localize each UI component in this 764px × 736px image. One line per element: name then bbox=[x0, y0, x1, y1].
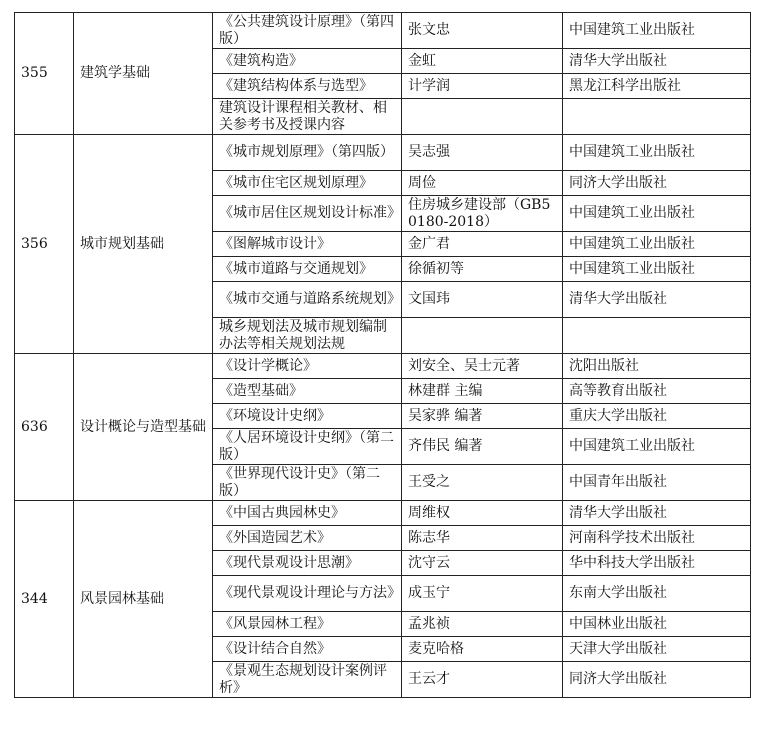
author-cell: 吴志强 bbox=[402, 135, 563, 171]
author-cell: 徐循初等 bbox=[402, 257, 563, 282]
course-name-cell: 城市规划基础 bbox=[74, 135, 213, 354]
publisher-cell: 沈阳出版社 bbox=[563, 354, 751, 379]
publisher-cell: 东南大学出版社 bbox=[563, 576, 751, 612]
book-title-cell: 《城市规划原理》（第四版） bbox=[213, 135, 402, 171]
author-cell: 王受之 bbox=[402, 465, 563, 501]
publisher-cell: 同济大学出版社 bbox=[563, 171, 751, 196]
publisher-cell: 河南科学技术出版社 bbox=[563, 526, 751, 551]
author-cell: 张文忠 bbox=[402, 13, 563, 49]
book-title-cell: 城乡规划法及城市规划编制办法等相关规划法规 bbox=[213, 318, 402, 354]
book-title-cell: 《中国古典园林史》 bbox=[213, 501, 402, 526]
author-cell: 麦克哈格 bbox=[402, 637, 563, 662]
author-cell bbox=[402, 99, 563, 135]
author-cell: 吴家骅 编著 bbox=[402, 404, 563, 429]
author-cell: 住房城乡建设部（GB50180-2018） bbox=[402, 196, 563, 232]
publisher-cell: 华中科技大学出版社 bbox=[563, 551, 751, 576]
book-title-cell: 《建筑构造》 bbox=[213, 49, 402, 74]
course-code-cell: 355 bbox=[15, 13, 74, 135]
book-title-cell: 《现代景观设计思潮》 bbox=[213, 551, 402, 576]
publisher-cell: 中国建筑工业出版社 bbox=[563, 232, 751, 257]
publisher-cell: 中国林业出版社 bbox=[563, 612, 751, 637]
reference-book-table bbox=[14, 12, 751, 698]
publisher-cell: 中国青年出版社 bbox=[563, 465, 751, 501]
author-cell: 陈志华 bbox=[402, 526, 563, 551]
author-cell: 齐伟民 编著 bbox=[402, 429, 563, 465]
author-cell: 成玉宁 bbox=[402, 576, 563, 612]
publisher-cell bbox=[563, 99, 751, 135]
author-cell bbox=[402, 318, 563, 354]
book-title-cell: 《城市住宅区规划原理》 bbox=[213, 171, 402, 196]
author-cell: 周俭 bbox=[402, 171, 563, 196]
book-title-cell: 《现代景观设计理论与方法》 bbox=[213, 576, 402, 612]
book-title-cell: 《城市道路与交通规划》 bbox=[213, 257, 402, 282]
course-name-cell: 风景园林基础 bbox=[74, 501, 213, 698]
book-title-cell: 《设计结合自然》 bbox=[213, 637, 402, 662]
author-cell: 文国玮 bbox=[402, 282, 563, 318]
course-name-cell: 设计概论与造型基础 bbox=[74, 354, 213, 501]
author-cell: 孟兆祯 bbox=[402, 612, 563, 637]
author-cell: 王云才 bbox=[402, 662, 563, 698]
course-name-cell: 建筑学基础 bbox=[74, 13, 213, 135]
book-title-cell: 《世界现代设计史》（第二版） bbox=[213, 465, 402, 501]
author-cell: 周维权 bbox=[402, 501, 563, 526]
book-title-cell: 《外国造园艺术》 bbox=[213, 526, 402, 551]
author-cell: 金虹 bbox=[402, 49, 563, 74]
author-cell: 沈守云 bbox=[402, 551, 563, 576]
book-title-cell: 《造型基础》 bbox=[213, 379, 402, 404]
publisher-cell: 清华大学出版社 bbox=[563, 501, 751, 526]
author-cell: 计学润 bbox=[402, 74, 563, 99]
author-cell: 金广君 bbox=[402, 232, 563, 257]
book-title-cell: 《城市居住区规划设计标准》 bbox=[213, 196, 402, 232]
publisher-cell: 同济大学出版社 bbox=[563, 662, 751, 698]
publisher-cell: 清华大学出版社 bbox=[563, 282, 751, 318]
publisher-cell: 中国建筑工业出版社 bbox=[563, 13, 751, 49]
book-title-cell: 建筑设计课程相关教材、相关参考书及授课内容 bbox=[213, 99, 402, 135]
table-row bbox=[15, 354, 751, 379]
publisher-cell: 中国建筑工业出版社 bbox=[563, 196, 751, 232]
publisher-cell: 重庆大学出版社 bbox=[563, 404, 751, 429]
book-title-cell: 《图解城市设计》 bbox=[213, 232, 402, 257]
publisher-cell: 清华大学出版社 bbox=[563, 49, 751, 74]
book-title-cell: 《公共建筑设计原理》（第四版） bbox=[213, 13, 402, 49]
publisher-cell: 黑龙江科学出版社 bbox=[563, 74, 751, 99]
book-title-cell: 《城市交通与道路系统规划》 bbox=[213, 282, 402, 318]
publisher-cell: 中国建筑工业出版社 bbox=[563, 257, 751, 282]
book-title-cell: 《设计学概论》 bbox=[213, 354, 402, 379]
publisher-cell: 高等教育出版社 bbox=[563, 379, 751, 404]
book-title-cell: 《环境设计史纲》 bbox=[213, 404, 402, 429]
course-code-cell: 344 bbox=[15, 501, 74, 698]
author-cell: 刘安全、吴士元著 bbox=[402, 354, 563, 379]
book-title-cell: 《景观生态规划设计案例评析》 bbox=[213, 662, 402, 698]
table-row bbox=[15, 501, 751, 526]
publisher-cell: 中国建筑工业出版社 bbox=[563, 429, 751, 465]
book-title-cell: 《人居环境设计史纲》（第二版） bbox=[213, 429, 402, 465]
book-title-cell: 《风景园林工程》 bbox=[213, 612, 402, 637]
table-row bbox=[15, 13, 751, 49]
publisher-cell bbox=[563, 318, 751, 354]
publisher-cell: 天津大学出版社 bbox=[563, 637, 751, 662]
book-title-cell: 《建筑结构体系与选型》 bbox=[213, 74, 402, 99]
course-code-cell: 636 bbox=[15, 354, 74, 501]
publisher-cell: 中国建筑工业出版社 bbox=[563, 135, 751, 171]
author-cell: 林建群 主编 bbox=[402, 379, 563, 404]
table-row bbox=[15, 135, 751, 171]
table-body bbox=[15, 13, 751, 698]
course-code-cell: 356 bbox=[15, 135, 74, 354]
